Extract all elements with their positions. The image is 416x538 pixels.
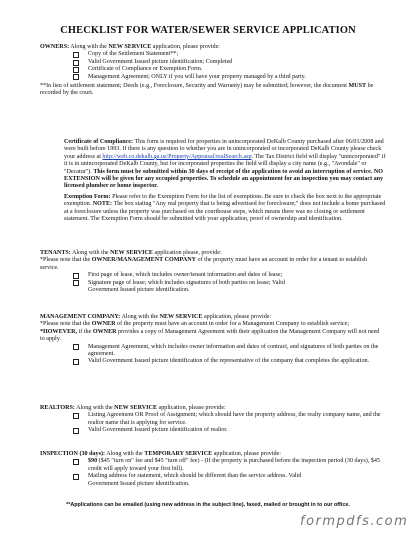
footer-note: **Applications can be emailed (using new address in the subject line), faxed, mailed or brought in to our office. <box>66 502 350 508</box>
inspection-section <box>40 451 385 488</box>
owners-section <box>40 44 385 98</box>
checkbox[interactable] <box>73 459 79 465</box>
checkbox[interactable] <box>73 474 79 480</box>
management-heading: MANAGEMENT COMPANY: <box>40 314 121 320</box>
inspection-checklist <box>73 458 385 488</box>
realtors-intro: REALTORS: Along with the NEW SERVICE application, please provide: <box>40 405 226 411</box>
checkbox[interactable] <box>73 428 79 434</box>
list-item: Valid Government Issued picture identification of the representative of the company that completes the application. <box>73 358 385 365</box>
list-item: Certificate of Compliance or Exemption Form. <box>73 66 385 73</box>
owners-intro: OWNERS: Along with the NEW SERVICE application, please provide: <box>40 44 220 50</box>
management-section <box>40 314 385 366</box>
management-however: *HOWEVER, if the OWNER provides a copy of Management Agreement with their application the Management Company will not need to apply. <box>40 328 380 343</box>
list-item: Valid Government Issued picture identification of realtor. <box>73 427 385 434</box>
checkbox[interactable] <box>73 359 79 365</box>
management-intro: MANAGEMENT COMPANY: Along with the NEW SERVICE application, please provide: <box>40 314 272 320</box>
list-item: Listing Agreement OR Proof of Assignment; which should have the property address, the realty company name, and the realtor name that is applying for service. <box>73 412 385 427</box>
list-item: Management Agreement; ONLY if you will have your property managed by a third party. <box>73 74 385 81</box>
tenants-note: *Please note that the OWNER/MANAGEMENT COMPANY of the property must have an account in order for a tenant to establish service. <box>40 257 367 271</box>
list-item: $90 ($45 "turn on" fee and $45 "turn off" fee) - (If the property is purchased before the inspection period (30 days), $45 credit will apply toward your first bill). <box>73 458 385 473</box>
owners-note: **In lieu of settlement statement; Deeds (e.g., Foreclosure, Security and Warranty) may be submitted; however, the document MUST be recorded by the court. <box>40 83 374 97</box>
inspection-heading: INSPECTION (30 days): <box>40 451 106 457</box>
list-item: Management Agreement, which includes owner information and dates of contract, and signatures of both parties on the agreement. <box>73 344 385 359</box>
exemption-paragraph: Exemption Form: Please refer to the Exemption Form for the list of exemptions. Be sure to check the box next to the appropriate exemption. NOTE: The box stating "Any real property that is being advertised for foreclosure;" does not include a home purchased at a foreclosure unless the property was purchased on the courthouse steps, which means there was no closing or settlement statement. The Exemption Form should be submitted with your application, proof of ownership and identification. <box>64 194 386 223</box>
compliance-label: Certificate of Compliance: <box>64 139 134 145</box>
list-item: Copy of the Settlement Statement**; <box>73 51 385 58</box>
owners-heading: OWNERS: <box>40 44 70 50</box>
watermark: formpdfs.com <box>300 514 409 529</box>
realtors-checklist <box>73 412 385 434</box>
inspection-intro: INSPECTION (30 days): Along with the TEMPORARY SERVICE application, please provide: <box>40 451 281 457</box>
checkbox[interactable] <box>73 413 79 419</box>
checkbox[interactable] <box>73 52 79 58</box>
list-item: First page of lease, which includes owner/tenant information and dates of lease; <box>73 272 385 279</box>
owners-checklist <box>73 51 385 81</box>
checkbox[interactable] <box>73 280 79 286</box>
realtors-heading: REALTORS: <box>40 405 75 411</box>
checkbox[interactable] <box>73 273 79 279</box>
property-search-link[interactable]: http://web.co.dekalb.ga.us/Property/Appraisal/realSearch.asp <box>102 153 252 160</box>
management-checklist <box>73 344 385 366</box>
tenants-checklist <box>73 272 385 294</box>
list-item: Signature page of lease; which includes signatures of both parties on lease; Valid <box>73 280 385 287</box>
tenants-intro: TENANTS: Along with the NEW SERVICE application please, provide: <box>40 250 222 256</box>
exemption-label: Exemption Form: <box>64 194 111 200</box>
tenants-section <box>40 250 385 294</box>
checkbox[interactable] <box>73 60 79 66</box>
list-item: Government Issued picture identification. <box>88 480 190 487</box>
checkbox[interactable] <box>73 344 79 350</box>
compliance-paragraph: Certificate of Compliance: This form is required for properties in unincorporated DeKalb County purchased after 06/01/2008 and were built before 1993. If there is any question to whether you are in unincorporated or incorporated DeKalb County please check your address at http://web.co.dekalb.ga.us/Property/Appraisal/realSearch.asp. The Tax District field will display "unincorporated" if it is in unincorporated DeKalb County, but for incorporated properties the field will display a city name (e.g., "Avondale" or "Decatur"). This form must be submitted within 30 days of receipt of the application to avoid an interruption of service. NO EXTENSION will be given for any occupied properties. To schedule an appointment for an inspection you may contact any licensed plumber or home inspector. <box>64 139 386 190</box>
tenants-heading: TENANTS: <box>40 250 71 256</box>
realtors-section <box>40 405 385 435</box>
checkbox[interactable] <box>73 67 79 73</box>
page-title: CHECKLIST FOR WATER/SEWER SERVICE APPLICATION <box>60 25 356 36</box>
checkbox[interactable] <box>73 74 79 80</box>
list-item: Government Issued picture identification. <box>88 287 190 294</box>
management-note: *Please note that the OWNER of the property must have an account in order for a Management Company to establish service; <box>40 321 350 328</box>
list-item: Valid Government Issued picture identification; Completed <box>73 59 385 66</box>
list-item: Mailing address for statement, which should be different than the service address. Valid <box>73 473 385 480</box>
